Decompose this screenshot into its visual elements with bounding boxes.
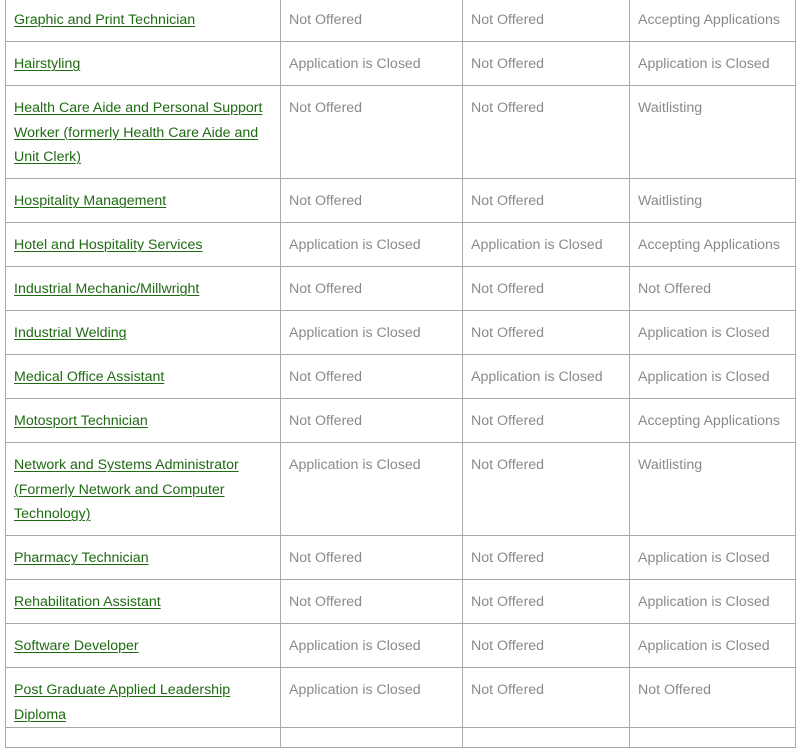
program-link[interactable]: Network and Systems Administrator (Formerly Network and Computer Technology) (14, 457, 239, 522)
status-cell-4: Application is Closed (630, 311, 796, 355)
table-row-partial (6, 728, 796, 748)
program-name-cell (6, 536, 281, 580)
program-name-cell (6, 443, 281, 536)
status-cell-3: Application is Closed (463, 355, 630, 399)
program-name-cell (6, 311, 281, 355)
table-row (6, 267, 796, 311)
status-cell-3: Not Offered (463, 179, 630, 223)
program-name-cell (6, 399, 281, 443)
program-link[interactable]: Hairstyling (14, 56, 81, 72)
status-cell-3: Not Offered (463, 399, 630, 443)
status-cell-2: Not Offered (281, 0, 463, 42)
program-name-cell (6, 42, 281, 86)
program-link[interactable]: Graphic and Print Technician (14, 12, 196, 28)
status-cell-2: Application is Closed (281, 223, 463, 267)
status-cell-2: Not Offered (281, 536, 463, 580)
status-cell-2: Not Offered (281, 86, 463, 179)
status-cell-2: Application is Closed (281, 42, 463, 86)
status-cell-2: Not Offered (281, 179, 463, 223)
status-cell-4: Application is Closed (630, 624, 796, 668)
status-cell-3: Not Offered (463, 668, 630, 728)
table-row (6, 624, 796, 668)
partial-cell (6, 728, 281, 748)
programs-table (5, 0, 796, 748)
program-link[interactable]: Hospitality Management (14, 193, 167, 209)
program-name-cell (6, 179, 281, 223)
program-name-cell (6, 0, 281, 42)
status-cell-4: Not Offered (630, 267, 796, 311)
program-name-cell (6, 267, 281, 311)
status-cell-2: Not Offered (281, 267, 463, 311)
table-row (6, 668, 796, 728)
status-cell-3: Not Offered (463, 311, 630, 355)
program-link[interactable]: Rehabilitation Assistant (14, 594, 161, 610)
table-row (6, 355, 796, 399)
program-link[interactable]: Software Developer (14, 638, 139, 654)
table-row (6, 443, 796, 536)
program-link[interactable]: Motosport Technician (14, 413, 148, 429)
status-cell-3: Not Offered (463, 624, 630, 668)
program-name-cell (6, 580, 281, 624)
status-cell-3: Not Offered (463, 267, 630, 311)
table-row (6, 536, 796, 580)
program-link[interactable]: Post Graduate Applied Leadership Diploma (14, 682, 231, 723)
partial-cell (281, 728, 463, 748)
status-cell-4: Application is Closed (630, 355, 796, 399)
table-row (6, 86, 796, 179)
program-link[interactable]: Pharmacy Technician (14, 550, 149, 566)
status-cell-2: Not Offered (281, 399, 463, 443)
status-cell-4: Accepting Applications (630, 0, 796, 42)
program-name-cell (6, 624, 281, 668)
program-link[interactable]: Industrial Mechanic/Millwright (14, 281, 200, 297)
program-link[interactable]: Health Care Aide and Personal Support Worker (formerly Health Care Aide and Unit Clerk) (14, 100, 263, 165)
status-cell-4: Waitlisting (630, 86, 796, 179)
status-cell-3: Not Offered (463, 580, 630, 624)
status-cell-2: Application is Closed (281, 311, 463, 355)
table-row (6, 580, 796, 624)
status-cell-3: Not Offered (463, 86, 630, 179)
status-cell-2: Application is Closed (281, 624, 463, 668)
status-cell-3: Not Offered (463, 443, 630, 536)
table-row (6, 399, 796, 443)
status-cell-2: Application is Closed (281, 668, 463, 728)
table-row (6, 42, 796, 86)
program-name-cell (6, 668, 281, 728)
table-row (6, 0, 796, 42)
program-link[interactable]: Industrial Welding (14, 325, 127, 341)
status-cell-4: Accepting Applications (630, 223, 796, 267)
table-row (6, 311, 796, 355)
programs-table-container (5, 0, 795, 748)
status-cell-4: Application is Closed (630, 536, 796, 580)
program-name-cell (6, 223, 281, 267)
status-cell-3: Not Offered (463, 42, 630, 86)
status-cell-4: Not Offered (630, 668, 796, 728)
table-row (6, 223, 796, 267)
program-link[interactable]: Hotel and Hospitality Services (14, 237, 203, 253)
status-cell-4: Waitlisting (630, 443, 796, 536)
status-cell-3: Not Offered (463, 536, 630, 580)
partial-cell (463, 728, 630, 748)
table-row (6, 179, 796, 223)
status-cell-3: Application is Closed (463, 223, 630, 267)
program-name-cell (6, 355, 281, 399)
status-cell-3: Not Offered (463, 0, 630, 42)
program-link[interactable]: Medical Office Assistant (14, 369, 165, 385)
status-cell-4: Application is Closed (630, 580, 796, 624)
programs-table-body (6, 0, 796, 748)
status-cell-2: Application is Closed (281, 443, 463, 536)
program-name-cell (6, 86, 281, 179)
status-cell-4: Accepting Applications (630, 399, 796, 443)
status-cell-4: Application is Closed (630, 42, 796, 86)
status-cell-2: Not Offered (281, 355, 463, 399)
status-cell-2: Not Offered (281, 580, 463, 624)
partial-cell (630, 728, 796, 748)
status-cell-4: Waitlisting (630, 179, 796, 223)
